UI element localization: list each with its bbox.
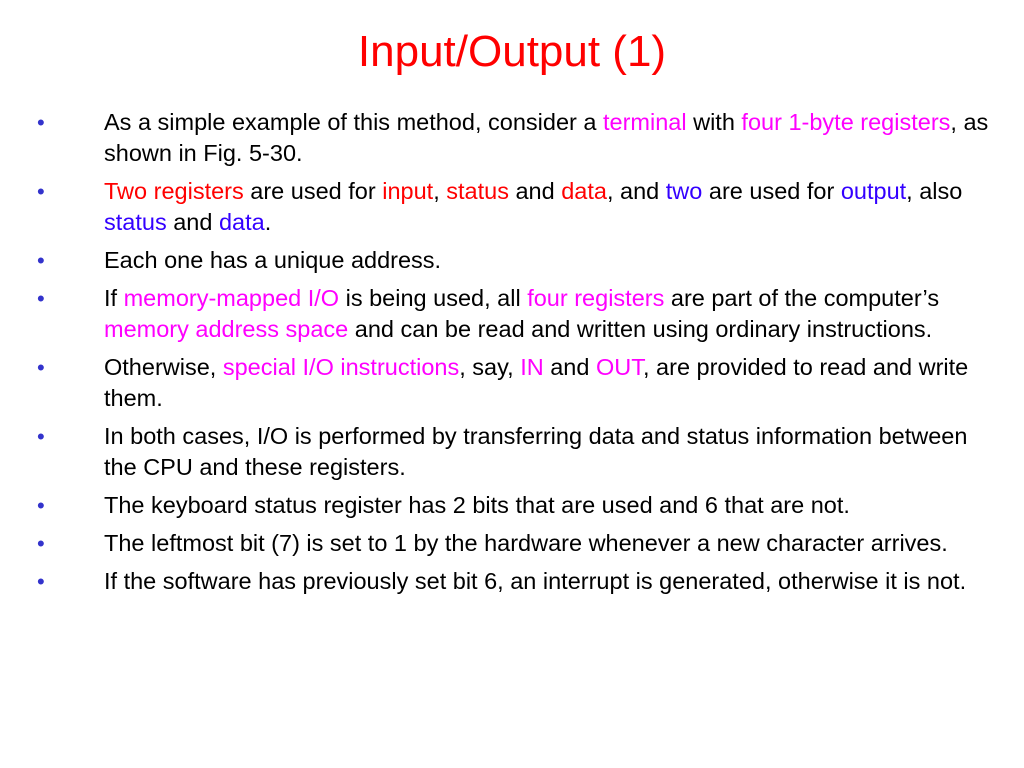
bullet-marker: •	[37, 179, 45, 204]
bullet-text: , as shown in Fig. 5-30.	[104, 109, 995, 166]
highlighted-term: data	[561, 178, 607, 204]
highlighted-term: output	[840, 178, 907, 204]
bullet-text: Otherwise,	[104, 354, 223, 380]
bullet-text: and	[508, 178, 562, 204]
bullet-item	[0, 566, 1024, 597]
highlighted-term: four 1-byte registers	[741, 109, 951, 135]
highlighted-term: memory-mapped I/O	[123, 285, 340, 311]
bullet-text: is being used, all	[339, 285, 528, 311]
bullet-text: .	[264, 209, 272, 235]
bullet-text: As a simple example of this method, consider a	[104, 109, 603, 135]
bullet-text: , are provided to read and write them.	[104, 354, 975, 411]
highlighted-term: data	[218, 209, 265, 235]
bullet-text: and can be read and written using ordinary instructions.	[348, 316, 933, 342]
bullet-marker: •	[37, 531, 45, 556]
bullet-text: ,	[433, 178, 447, 204]
bullet-marker: •	[37, 110, 45, 135]
bullet-text: are used for	[243, 178, 383, 204]
bullet-item	[0, 490, 1024, 521]
bullet-text: are part of the computer’s	[664, 285, 946, 311]
highlighted-term: Two registers	[104, 178, 244, 204]
bullet-text: , say,	[459, 354, 521, 380]
bullet-text: If the software has previously set bit 6, an interrupt is generated, otherwise it is not.	[104, 568, 967, 594]
bullet-list	[0, 107, 1024, 604]
bullet-text: Each one has a unique address.	[104, 247, 442, 273]
highlighted-term: OUT	[595, 354, 643, 380]
bullet-item	[0, 176, 1024, 238]
bullet-marker: •	[37, 355, 45, 380]
highlighted-term: status	[446, 178, 509, 204]
highlighted-term: status	[104, 209, 167, 235]
bullet-text: If	[104, 285, 124, 311]
bullet-text: with	[686, 109, 742, 135]
bullet-text: and	[166, 209, 219, 235]
bullet-text: The leftmost bit (7) is set to 1 by the hardware whenever a new character arrives.	[104, 530, 948, 556]
highlighted-term: IN	[520, 354, 544, 380]
bullet-marker: •	[37, 569, 45, 594]
bullet-marker: •	[37, 248, 45, 273]
bullet-text: In both cases, I/O is performed by transferring data and status information between the CPU and these registers.	[104, 423, 974, 480]
highlighted-term: four registers	[527, 285, 665, 311]
bullet-text: , and	[606, 178, 666, 204]
bullet-item	[0, 352, 1024, 414]
slide-title: Input/Output (1)	[357, 27, 667, 76]
bullet-marker: •	[37, 424, 45, 449]
bullet-marker: •	[37, 286, 45, 311]
bullet-text: The keyboard status register has 2 bits that are used and 6 that are not.	[104, 492, 850, 518]
bullet-item	[0, 283, 1024, 345]
highlighted-term: terminal	[602, 109, 687, 135]
bullet-item	[0, 528, 1024, 559]
highlighted-term: input	[382, 178, 434, 204]
bullet-text: , also	[906, 178, 969, 204]
bullet-marker: •	[37, 493, 45, 518]
bullet-item	[0, 421, 1024, 483]
bullet-text: are used for	[702, 178, 841, 204]
highlighted-term: two	[665, 178, 703, 204]
bullet-item	[0, 107, 1024, 169]
bullet-text: and	[543, 354, 596, 380]
bullet-item	[0, 245, 1024, 276]
highlighted-term: special I/O instructions	[222, 354, 460, 380]
highlighted-term: memory address space	[104, 316, 349, 342]
